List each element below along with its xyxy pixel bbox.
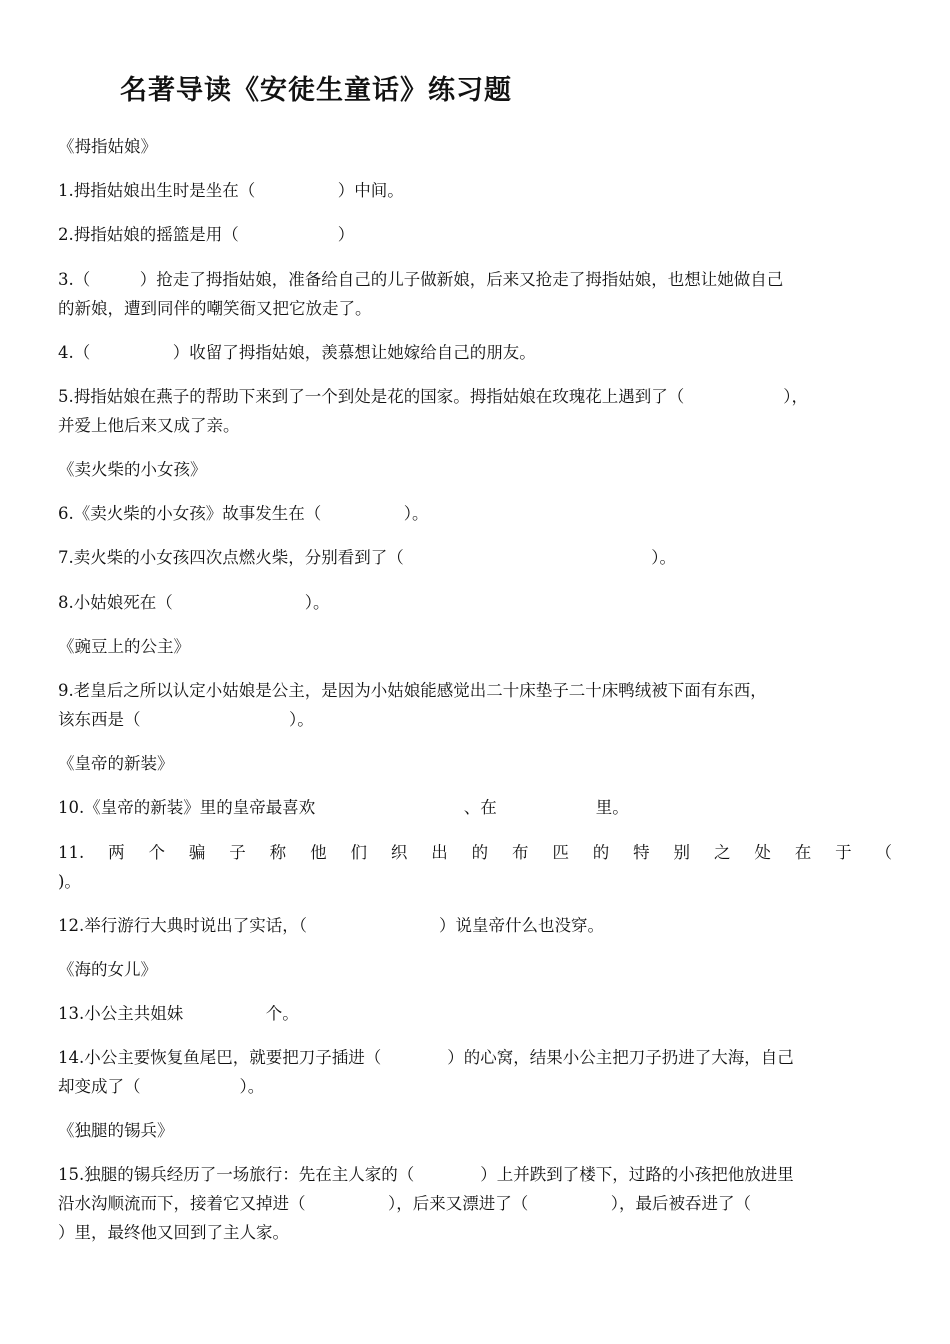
page-title: 名著导读《安徒生童话》练习题 [120, 75, 512, 106]
section-heading-emperor-clothes: 《皇帝的新装》 [58, 754, 174, 773]
question-15-line-2: 沿水沟顺流而下，接着它又掉进（ ），后来又漂进了（ ），最后被吞进了（ [58, 1194, 751, 1213]
question-7: 7.卖火柴的小女孩四次点燃火柴，分别看到了（ ）。 [58, 548, 676, 567]
question-10: 10.《皇帝的新装》里的皇帝最喜欢 、在 里。 [58, 798, 629, 817]
section-heading-match-girl: 《卖火柴的小女孩》 [58, 460, 207, 479]
question-4: 4.（ ）收留了拇指姑娘，羡慕想让她嫁给自己的朋友。 [58, 343, 536, 362]
question-3-line-2: 的新娘，遭到同伴的嘲笑衙又把它放走了。 [58, 299, 372, 318]
section-heading-little-mermaid: 《海的女儿》 [58, 960, 157, 979]
question-9-line-2: 该东西是（ ）。 [58, 710, 314, 729]
question-13: 13.小公主共姐妹 个。 [58, 1004, 299, 1023]
question-15-line-3: ）里，最终他又回到了主人家。 [58, 1223, 289, 1242]
question-15-line-1: 15.独腿的锡兵经历了一场旅行：先在主人家的（ ）上并跌到了楼下，过路的小孩把他放进里 [58, 1165, 794, 1184]
section-heading-thumbelina: 《拇指姑娘》 [58, 137, 157, 156]
section-heading-princess-pea: 《豌豆上的公主》 [58, 637, 190, 656]
question-8: 8.小姑娘死在（ ）。 [58, 593, 330, 612]
question-1: 1.拇指姑娘出生时是坐在（ ）中间。 [58, 181, 404, 200]
question-3-line-1: 3.（ ）抢走了拇指姑娘，准备给自己的儿子做新娘，后来又抢走了拇指姑娘，也想让她做自己 [58, 270, 784, 289]
question-14-line-1: 14.小公主要恢复鱼尾巴，就要把刀子插进（ ）的心窝，结果小公主把刀子扔进了大海，自己 [58, 1048, 794, 1067]
question-12: 12.举行游行大典时说出了实话，（ ）说皇帝什么也没穿。 [58, 916, 604, 935]
question-11-line-1: 11.两个骗子称他们织出的布匹的特别之处在于（ [58, 843, 892, 862]
question-11-line-2: )。 [58, 872, 81, 891]
question-5-line-1: 5.拇指姑娘在燕子的帮助下来到了一个到处是花的国家。拇指姑娘在玫瑰花上遇到了（ ）， [58, 387, 808, 406]
question-14-line-2: 却变成了（ ）。 [58, 1077, 265, 1096]
question-6: 6.《卖火柴的小女孩》故事发生在（ ）。 [58, 504, 429, 523]
section-heading-tin-soldier: 《独腿的锡兵》 [58, 1121, 174, 1140]
question-5-line-2: 并爱上他后来又成了亲。 [58, 416, 240, 435]
question-2: 2.拇指姑娘的摇篮是用（ ） [58, 225, 355, 244]
question-9-line-1: 9.老皇后之所以认定小姑娘是公主，是因为小姑娘能感觉出二十床垫子二十床鸭绒被下面有东西， [58, 681, 767, 700]
